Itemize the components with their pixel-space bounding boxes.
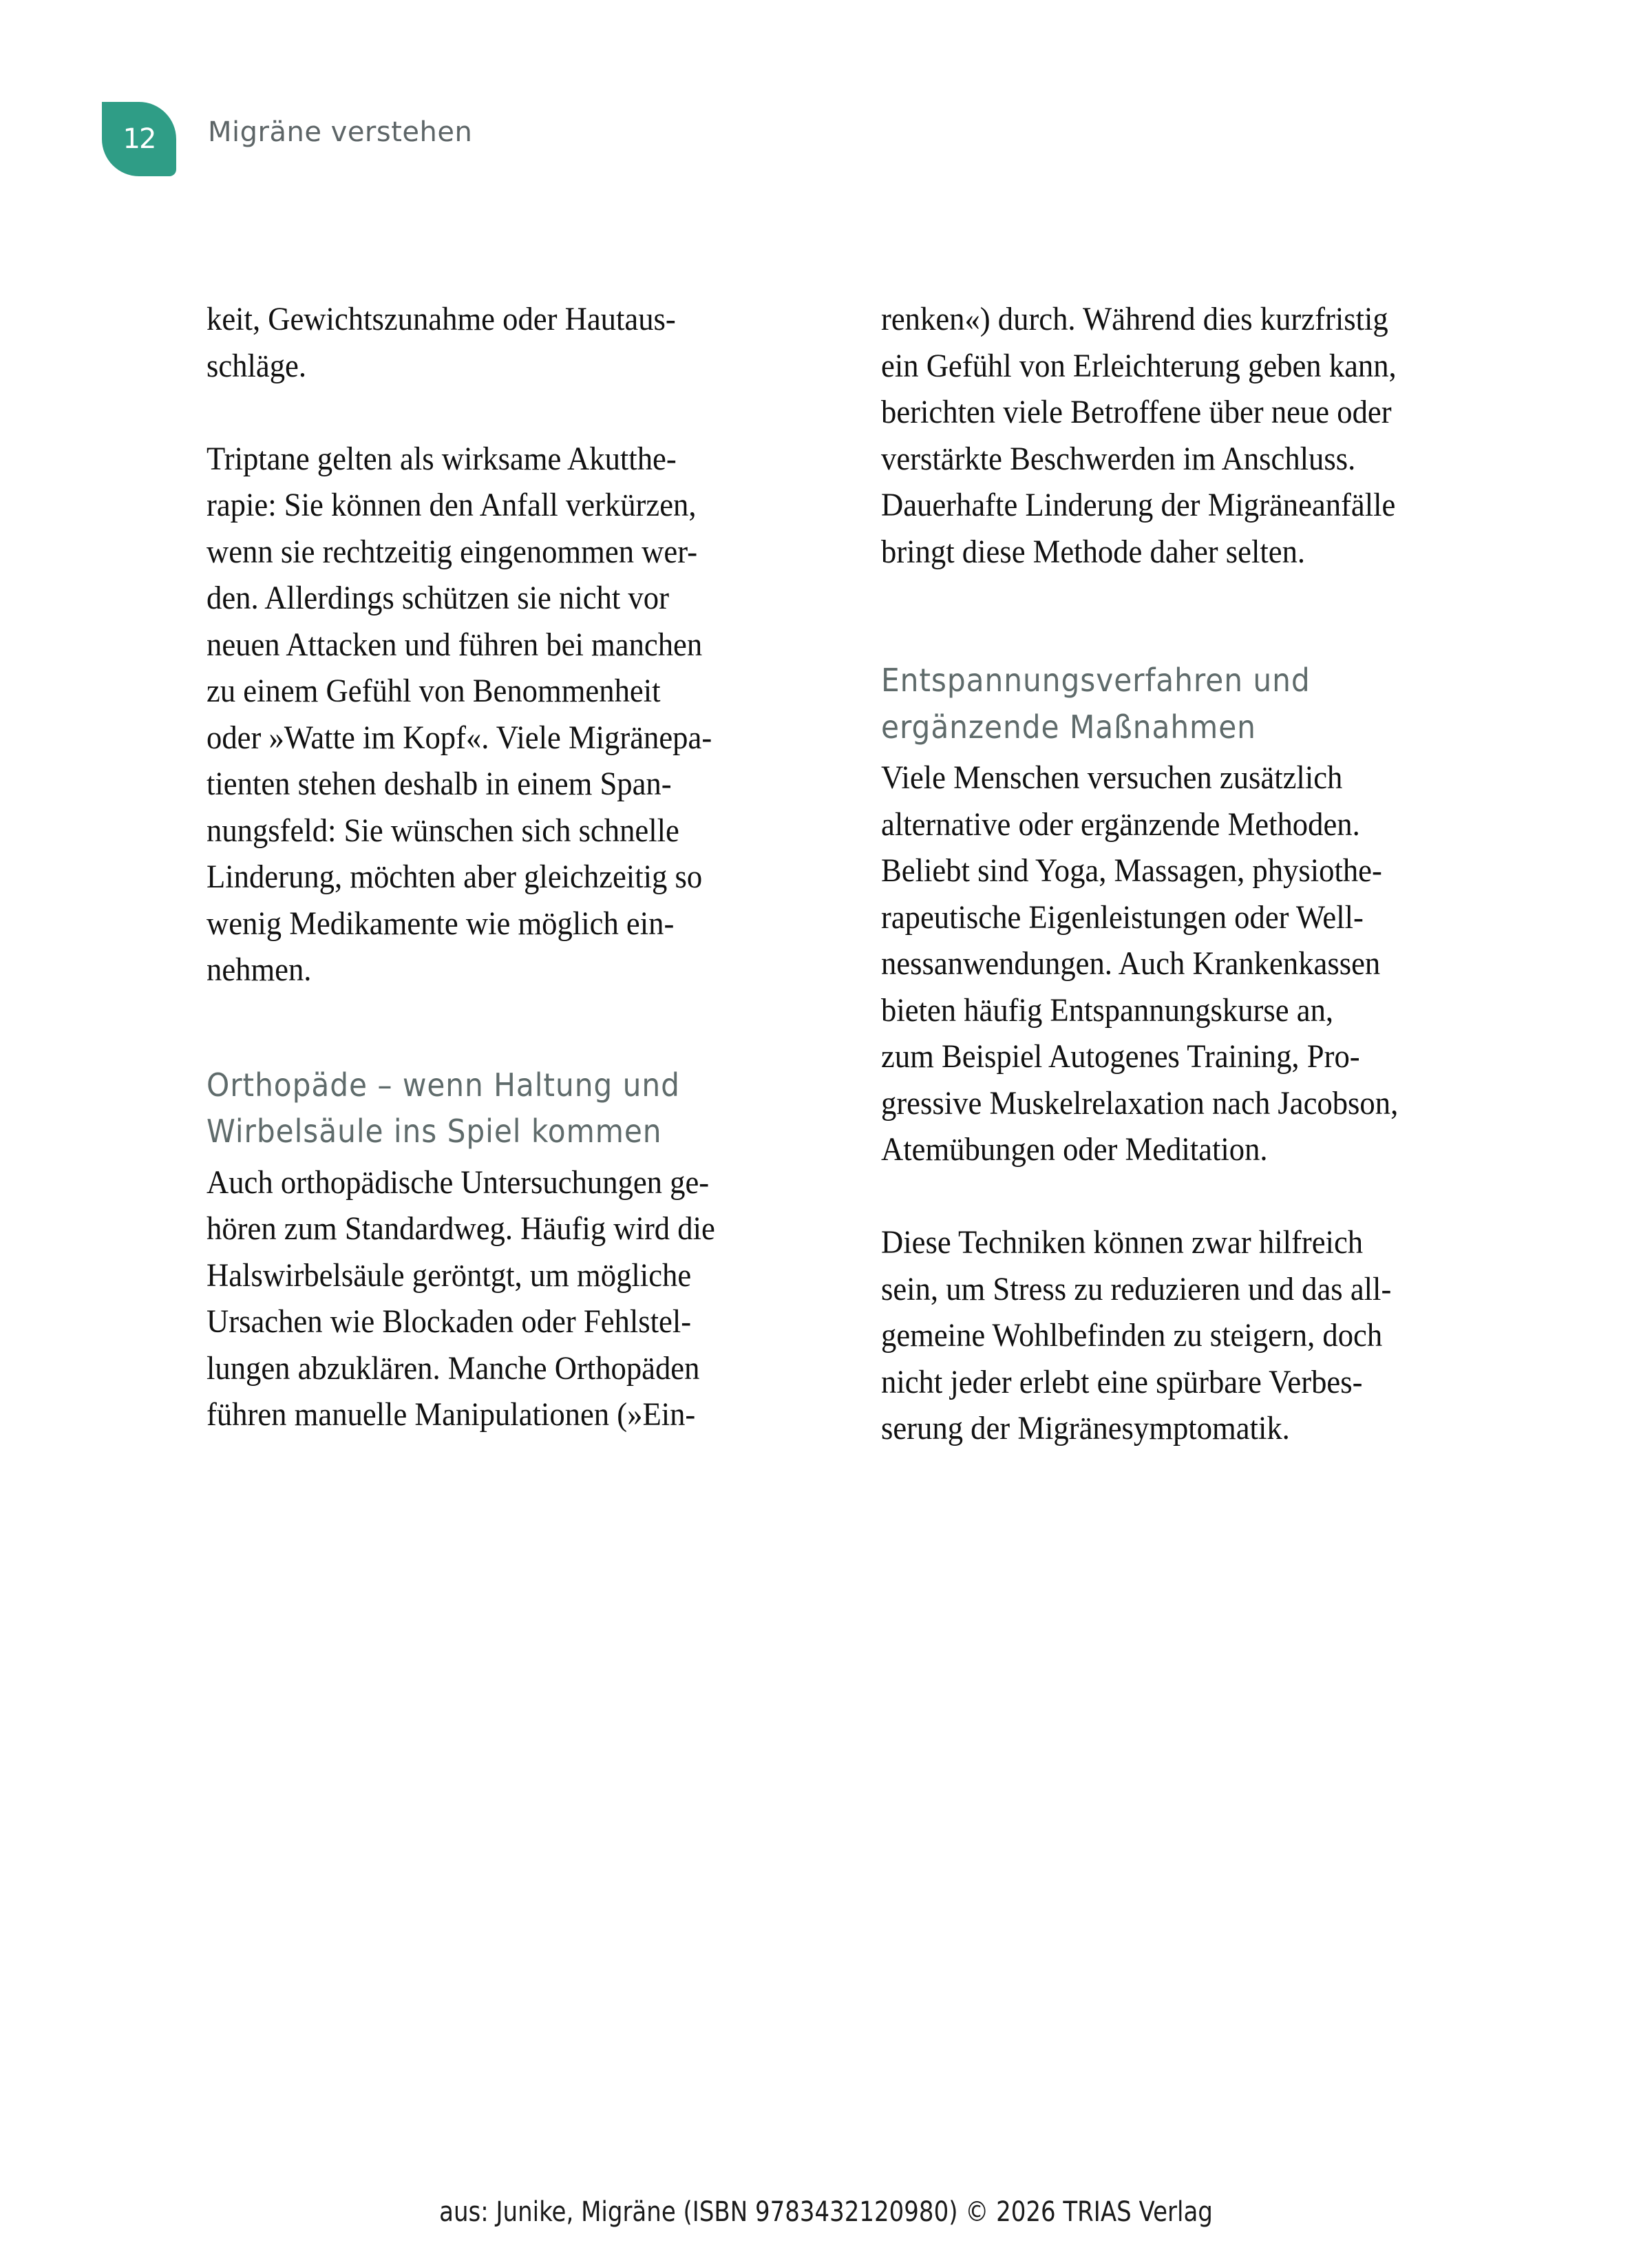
right-column — [881, 296, 1501, 1452]
paragraph-gap — [206, 389, 826, 436]
paragraph: Diese Techniken können zwar hilfreich sein, um Stress zu reduzieren und das all- gemeine Wohlbefinden zu steigern, doch nicht jeder erlebt eine spürbare Verbes- serung der Migränesymptomatik. — [881, 1224, 1392, 1446]
page-number-badge — [102, 102, 176, 176]
running-title: Migräne verstehen — [208, 116, 473, 148]
section-heading: Entspannungsverfahren und ergänzende Maßnahmen — [881, 662, 1311, 746]
paragraph: renken«) durch. Während dies kurzfristig ein Gefühl von Erleichterung geben kann, berichten viele Betroffene über neue oder verstärkte Beschwerden im Anschluss. Dauerhafte Linderung der Migräneanfälle bringt diese Methode daher selten. — [881, 301, 1397, 570]
section-gap — [881, 575, 1501, 657]
paragraph: keit, Gewichtszunahme oder Hautaus- schläge. — [206, 301, 676, 384]
paragraph: Triptane gelten als wirksame Akutthe- rapie: Sie können den Anfall verkürzen, wenn sie rechtzeitig eingenommen wer- den. Allerdings schützen sie nicht vor neuen Attacken und führen bei manchen zu einem Gefühl von Benommenheit oder »Watte im Kopf«. Viele Migränepa- tienten stehen deshalb in einem Span- nungsfeld: Sie wünschen sich schnelle Linderung, möchten aber gleichzeitig so wenig Medikamente wie möglich ein- nehmen. — [206, 440, 712, 988]
section-gap — [206, 993, 826, 1062]
section-heading: Orthopäde – wenn Haltung und Wirbelsäule ins Spiel kommen — [206, 1066, 680, 1150]
left-column — [206, 296, 826, 1438]
paragraph: Viele Menschen versuchen zusätzlich alternative oder ergänzende Methoden. Beliebt sind Yoga, Massagen, physiothe- rapeutische Eigenleistungen oder Well- nessanwendungen. Auch Krankenkassen bieten häufig Entspannungskurse an, zum Beispiel Autogenes Training, Pro- gressive Muskelrelaxation nach Jacobson, Atemübungen oder Meditation. — [881, 759, 1399, 1168]
citation-text: aus: Junike, Migräne (ISBN 9783432120980) © 2026 TRIAS Verlag — [439, 2196, 1213, 2228]
page-number: 12 — [123, 123, 156, 155]
copyright-footer — [0, 2196, 1652, 2228]
paragraph-gap — [881, 1173, 1501, 1220]
paragraph: Auch orthopädische Untersuchungen ge- hören zum Standardweg. Häufig wird die Halswirbelsäule geröntgt, um mögliche Ursachen wie Blockaden oder Fehlstel- lungen abzuklären. Manche Orthopäden führen manuelle Manipulationen (»Ein- — [206, 1164, 715, 1433]
